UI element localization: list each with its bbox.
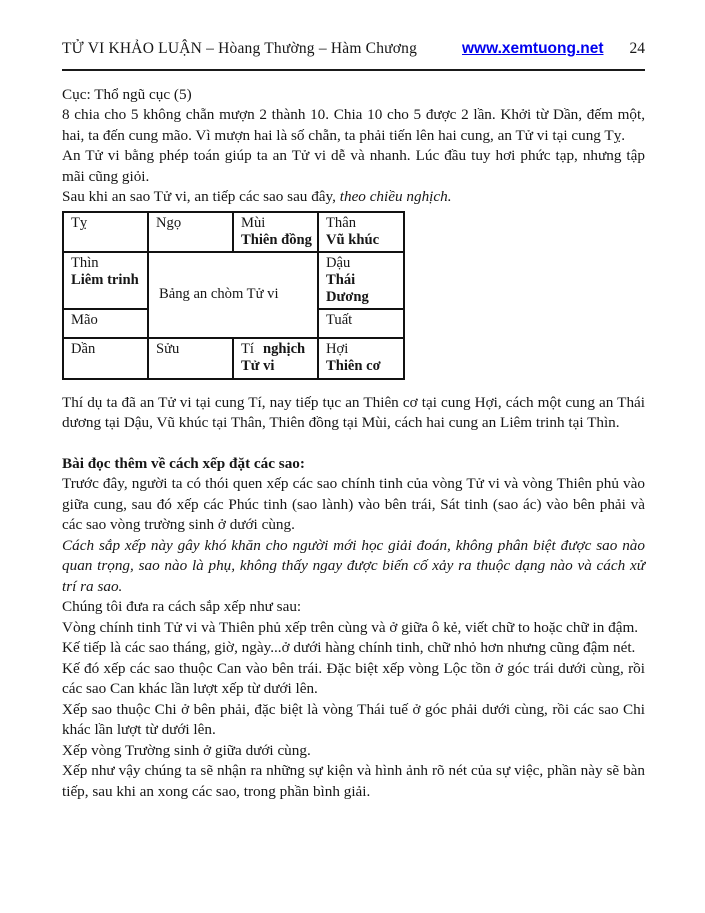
table-cell-ngo (148, 212, 233, 252)
table-caption: Bảng an chòm Tử vi (159, 286, 279, 302)
table-cell-dan (63, 338, 148, 379)
table-cell-ty (63, 212, 148, 252)
star-label: Vũ khúc (326, 231, 380, 248)
table-cell-tuat (318, 309, 404, 338)
table-cell-ti (233, 338, 318, 379)
direction-note: nghịch (262, 340, 306, 357)
branch-label: Thân (326, 214, 356, 231)
branch-label: Dần (71, 340, 96, 357)
table-cell-mui (233, 212, 318, 252)
header-right (462, 39, 645, 60)
table-cell-suu (148, 338, 233, 379)
table-caption-cell (148, 252, 318, 338)
header-divider (62, 69, 645, 71)
branch-label: Mùi (241, 214, 266, 231)
branch-label: Tỵ (71, 214, 88, 231)
table-row (63, 252, 404, 309)
website-link[interactable]: www.xemtuong.net (461, 40, 604, 57)
star-label: Thái Dương (326, 271, 369, 305)
table-cell-than (318, 212, 404, 252)
paragraph-an-tuvi: An Tử vi bằng phép toán giúp ta an Tử vi dễ và nhanh. Lúc đầu tuy hơi phức tạp, nhưng tập mãi cũng giỏi. (62, 147, 645, 185)
page-header (62, 39, 645, 60)
star-label: Liêm trinh (71, 271, 139, 288)
branch-label: Hợi (326, 340, 349, 357)
branch-line (241, 341, 313, 358)
paragraph-thidu: Thí dụ ta đã an Tử vi tại cung Tí, nay tiếp tục an Thiên cơ tại cung Hợi, cách một cung an Thái dương tại Dậu, Vũ khúc tại Thân, Thiên đồng tại Mùi, cách hai cung an Liêm trinh tại Thìn. (62, 393, 645, 431)
paragraph-cachsapxep: Cách sắp xếp này gây khó khăn cho người mới học giải đoán, không phân biệt được sao nào quan trọng, sao nào là phụ, không thấy ngay được biến cố xảy ra thuộc dạng nào và cách xử trí ra sao. (62, 536, 645, 595)
branch-label: Mão (71, 311, 98, 328)
branch-label: Tuất (326, 311, 353, 328)
branch-label: Dậu (326, 254, 351, 271)
table-cell-thin (63, 252, 148, 309)
page-number: 24 (629, 40, 645, 57)
paragraph-kedo: Kế đó xếp các sao thuộc Can vào bên trái. Đặc biệt xếp vòng Lộc tồn ở góc trái dưới cùng, rồi các sao Can khác lần lượt xếp từ dưới lên. (62, 659, 645, 697)
branch-label: Sửu (156, 340, 180, 357)
table-cell-hoi (318, 338, 404, 379)
paragraph-chia: 8 chia cho 5 không chẵn mượn 2 thành 10. Chia 10 cho 5 được 2 lần. Khởi từ Dần, đếm một, hai, ta đến cung mão. Vì mượn hai là số chẵn, ta phải tiến lên hai cung, an Tử vi tại cung Tỵ. (62, 106, 645, 144)
paragraph-xepvong: Xếp vòng Trường sinh ở giữa dưới cùng. (62, 741, 311, 759)
document-title: TỬ VI KHẢO LUẬN – Hòang Thường – Hàm Chương (62, 40, 418, 57)
paragraph-saukhi-italic: theo chiều nghịch. (339, 188, 452, 205)
star-label: Thiên cơ (326, 357, 381, 374)
paragraph-xepnhuvay: Xếp như vậy chúng ta sẽ nhận ra những sự kiện và hình ảnh rõ nét của sự việc, phần này sẽ bàn tiếp, sau khi an xong các sao, trong phần bình giải. (62, 762, 645, 800)
branch-label: Tí (241, 340, 254, 357)
paragraph-truocday: Trước đây, người ta có thói quen xếp các sao chính tinh của vòng Tử vi và vòng Thiên phủ vào giữa cung, sau đó xếp các Phúc tinh (sao lành) vào bên trái, Sát tinh (sao ác) vào bên phải và các sao vòng trường sinh ở dưới cùng. (62, 475, 645, 533)
paragraph-vongchinh: Vòng chính tinh Tử vi và Thiên phủ xếp trên cùng và ở giữa ô kẻ, viết chữ to hoặc chữ in đậm. (62, 618, 639, 636)
branch-label: Ngọ (156, 214, 182, 231)
paragraph-saukhi-normal: Sau khi an sao Tử vi, an tiếp các sao sau đây, (62, 188, 340, 205)
section-heading-baidoc: Bài đọc thêm về cách xếp đặt các sao: (62, 454, 305, 472)
star-label: Thiên đồng (241, 231, 312, 248)
paragraph-saukhi (62, 187, 645, 208)
page-content (62, 85, 645, 803)
paragraph-ketiep: Kế tiếp là các sao tháng, giờ, ngày...ở dưới hàng chính tinh, chữ nhỏ hơn nhưng cũng đậm nét. (62, 639, 636, 656)
table-row (63, 212, 404, 252)
table-cell-mao (63, 309, 148, 338)
paragraph-cuc: Cục: Thổ ngũ cục (5) (62, 85, 192, 103)
paragraph-xepsao-chi: Xếp sao thuộc Chi ở bên phải, đặc biệt là vòng Thái tuế ở góc phải dưới cùng, rồi các sao Chi khác lần lượt từ dưới lên. (62, 700, 645, 738)
tuvi-placement-table (62, 211, 405, 380)
star-label: Tử vi (241, 357, 275, 374)
branch-label: Thìn (71, 254, 99, 271)
table-cell-dau (318, 252, 404, 309)
table-row (63, 338, 404, 379)
paragraph-chungtoi: Chúng tôi đưa ra cách sắp xếp như sau: (62, 598, 302, 615)
